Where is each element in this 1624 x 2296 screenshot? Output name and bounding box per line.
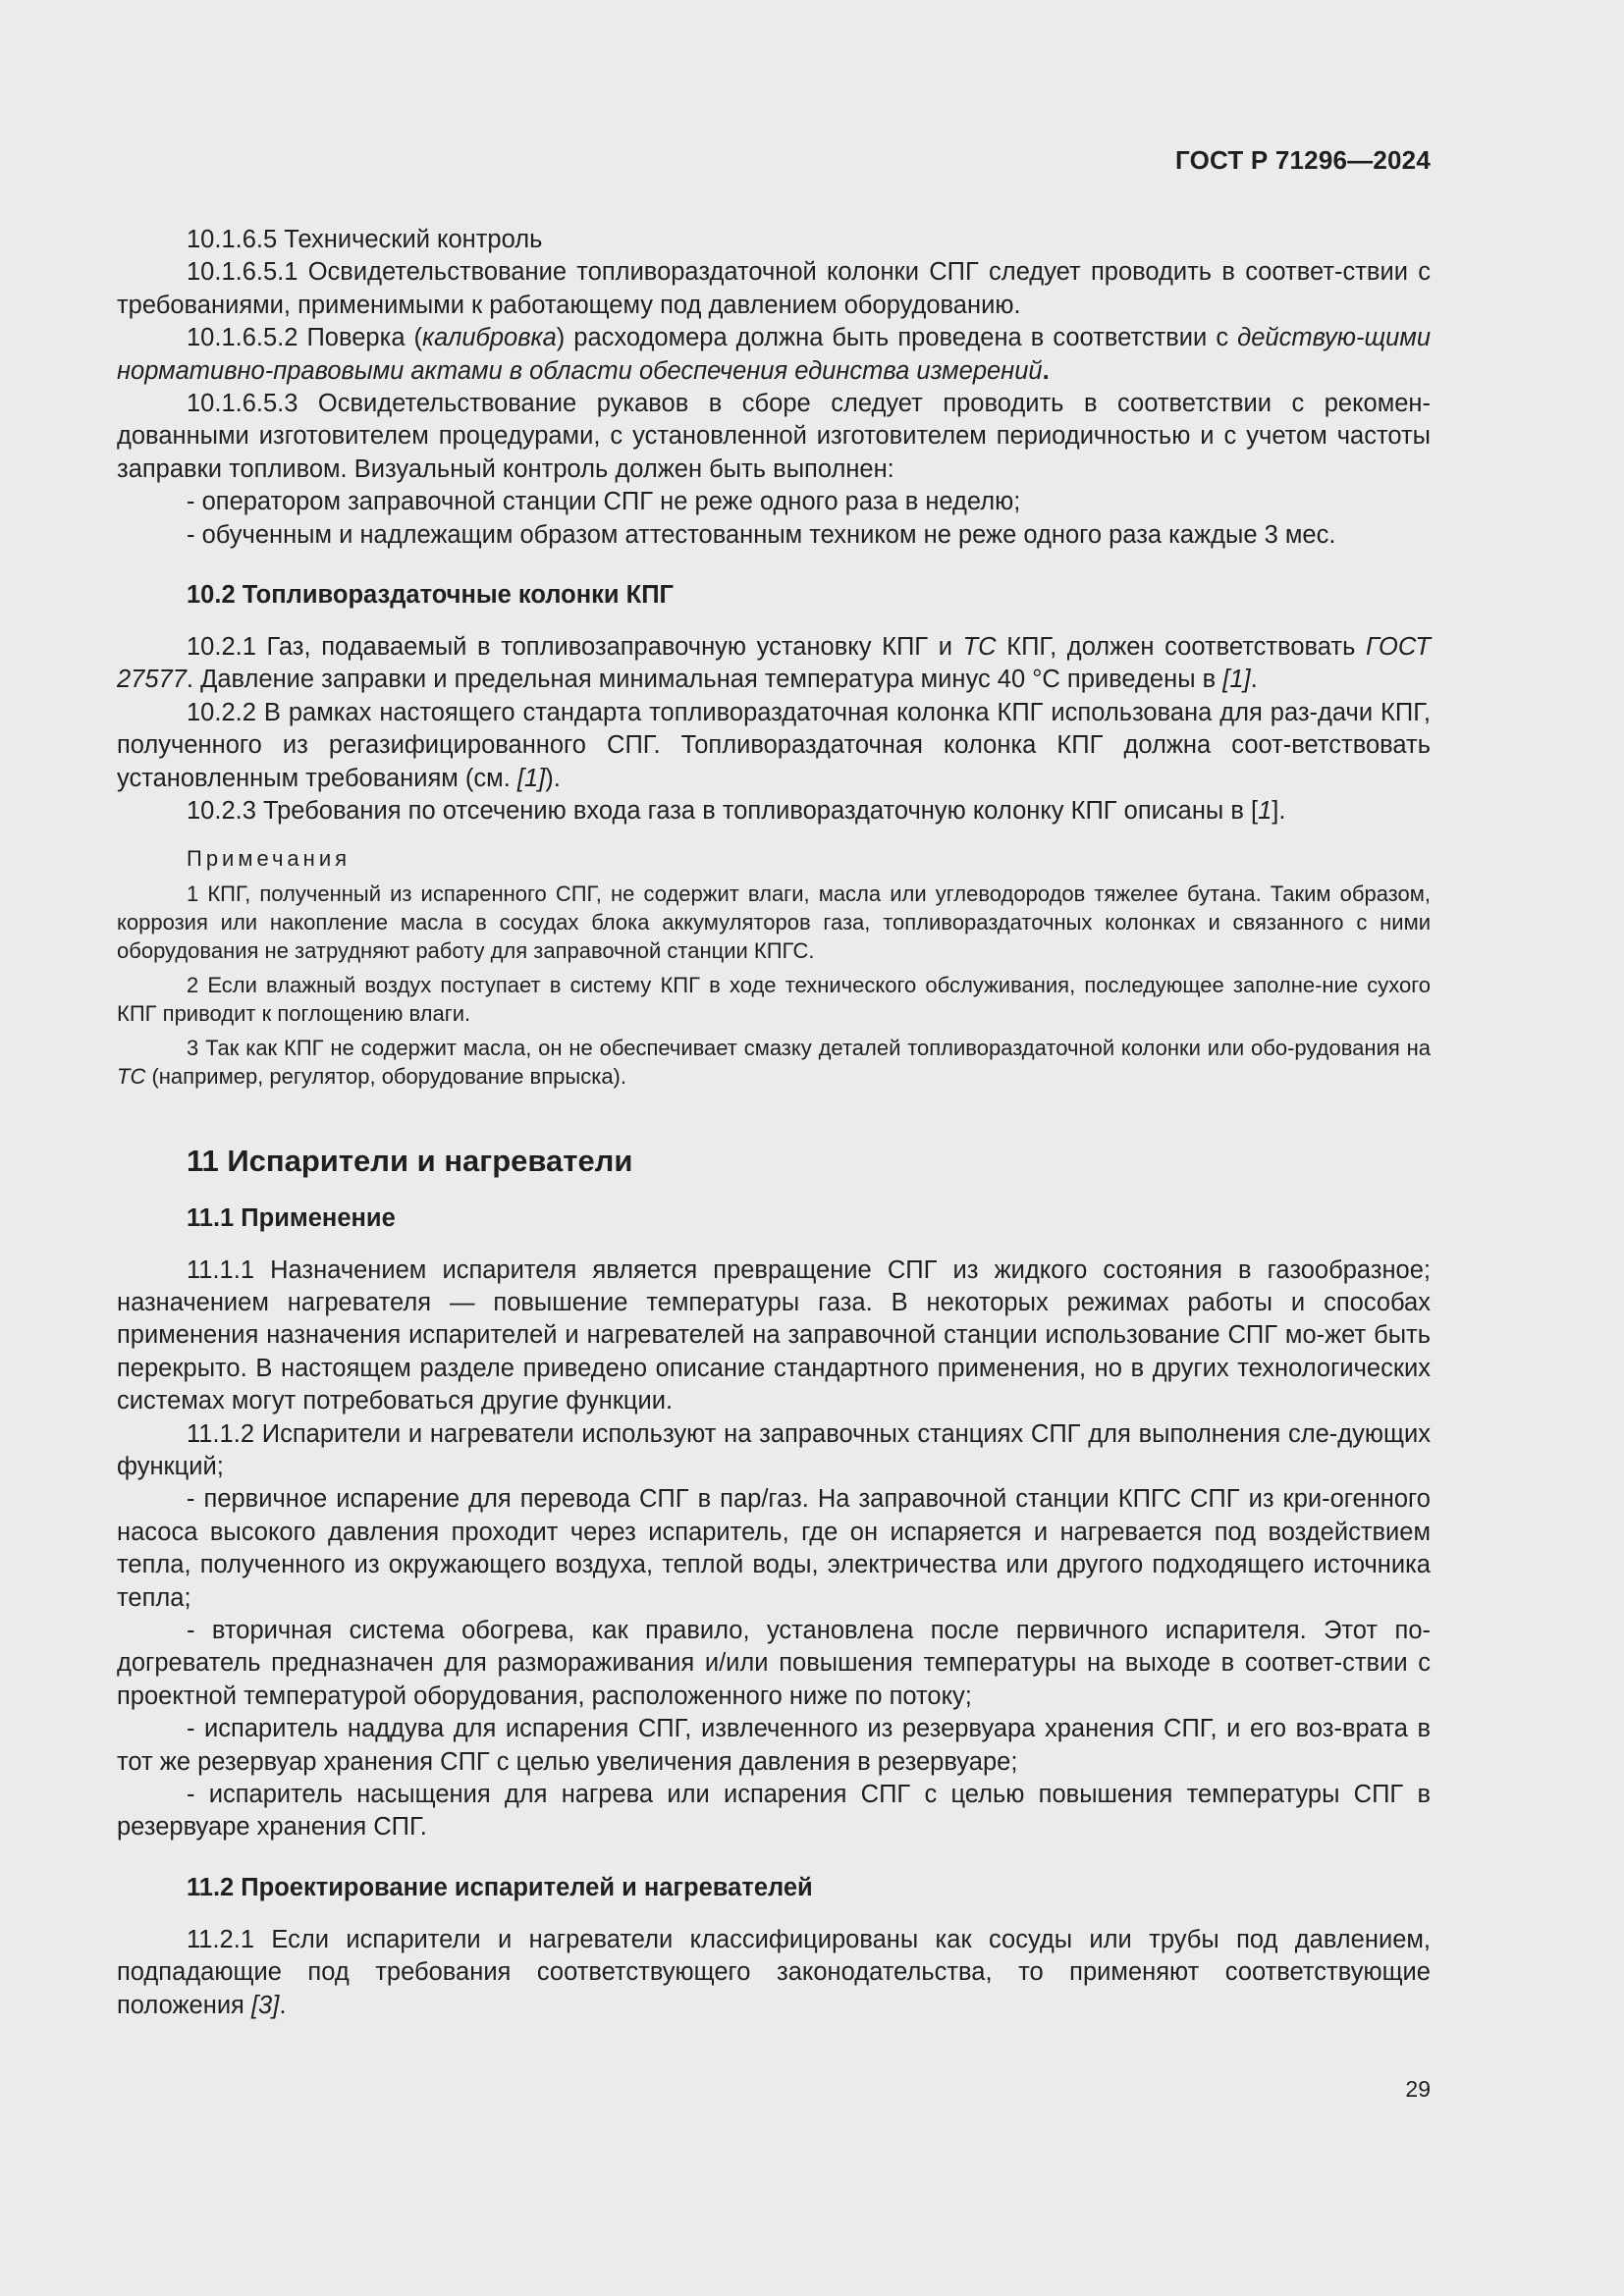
text-run: 11.2.1 Если испарители и нагреватели классифицированы как сосуды или трубы под давлением, подпадающие под требования соответствующего законодательства, то применяют соответствующие положения	[117, 1925, 1431, 2019]
list-item: - оператором заправочной станции СПГ не реже одного раза в неделю;	[187, 488, 1021, 516]
document-code-header: ГОСТ Р 71296—2024	[1175, 145, 1431, 175]
text-run: ) расходомера должна быть проведена в соответствии с	[556, 324, 1238, 352]
paragraph-10-2-1	[117, 631, 1431, 697]
italic-reference: ГОСТ 27577	[117, 633, 1432, 694]
paragraph-10-2-2	[117, 697, 1431, 795]
paragraph-10-1-6-5-2	[117, 322, 1431, 388]
notes-block	[117, 844, 1431, 1091]
subsection-heading-11-2: 11.2 Проектирование испарителей и нагревателей	[187, 1873, 813, 1901]
paragraph-10-2-3	[117, 795, 1431, 828]
list-item: - испаритель наддува для испарения СПГ, извлеченного из резервуара хранения СПГ, и его воз-врата в тот же резервуар хранения СПГ с целью увеличения давления в резервуаре;	[117, 1715, 1431, 1776]
note-3	[117, 1034, 1431, 1091]
text-run: (например, регулятор, оборудование впрыска).	[145, 1063, 626, 1089]
document-page	[117, 0, 1431, 2296]
list-item: - обученным и надлежащим образом аттестованным техником не реже одного раза каждые 3 мес.	[187, 520, 1336, 549]
text-run: КПГ, должен соответствовать	[996, 633, 1366, 662]
text-run: ].	[1272, 797, 1286, 826]
list-item: - вторичная система обогрева, как правило, установлена после первичного испарителя. Этот по-догреватель предназначен для размораживания и/или повышения температуры на выходе в соответ-ствии с проектной температурой оборудования, расположенного ниже по потоку;	[117, 1616, 1431, 1710]
italic-reference: 1	[1258, 797, 1272, 826]
paragraph-11-1-2: 11.1.2 Испарители и нагреватели используют на заправочных станциях СПГ для выполнения сле-дующих функций;	[117, 1419, 1431, 1480]
italic-term: ТС	[962, 633, 997, 662]
list-item: - испаритель насыщения для нагрева или испарения СПГ с целью повышения температуры СПГ в резервуаре хранения СПГ.	[117, 1781, 1431, 1842]
text-run: ).	[545, 764, 561, 792]
paragraph-10-1-6-5-1: 10.1.6.5.1 Освидетельствование топливораздаточной колонки СПГ следует проводить в соответ-ствии с требованиями, применимыми к работающему под давлением оборудованию.	[117, 258, 1431, 319]
text-run: . Давление заправки и предельная минимальная температура минус 40 °С приведены в	[186, 666, 1223, 694]
text-run: 10.1.6.5.2 Поверка (	[187, 324, 423, 352]
italic-reference: [1]	[516, 764, 546, 792]
subsection-title-10-1-6-5: 10.1.6.5 Технический контроль	[187, 226, 543, 253]
text-run: 3 Так как КПГ не содержит масла, он не обеспечивает смазку деталей топливораздаточной колонки или обо-рудования на	[187, 1035, 1431, 1060]
text-run: .	[1042, 356, 1050, 385]
section-heading-11: 11 Испарители и нагреватели	[187, 1143, 633, 1178]
page-number: 29	[1405, 2076, 1431, 2102]
paragraph-11-1-1: 11.1.1 Назначением испарителя является превращение СПГ из жидкого состояния в газообразное; назначением нагревателя — повышение температуры газа. В некоторых режимах работы и способах применения назначения испарителей и нагревателей на заправочной станции использование СПГ мо-жет быть перекрыто. В настоящем разделе приведено описание стандартного применения, но в других технологических системах могут потребоваться другие функции.	[117, 1255, 1431, 1415]
subsection-heading-11-1: 11.1 Применение	[187, 1203, 396, 1232]
note-2: 2 Если влажный воздух поступает в систему КПГ в ходе технического обслуживания, последующее заполне-ние сухого КПГ приводит к поглощению влаги.	[117, 972, 1431, 1026]
italic-reference: [3]	[250, 1991, 280, 2019]
paragraph-10-1-6-5-3: 10.1.6.5.3 Освидетельствование рукавов в сборе следует проводить в соответствии с рекомен-дованными изготовителем процедурами, с установленной изготовителем периодичностью и с учетом частоты заправки топливом. Визуальный контроль должен быть выполнен:	[117, 390, 1431, 483]
notes-heading: Примечания	[187, 845, 352, 871]
section-heading-10-2: 10.2 Топливораздаточные колонки КПГ	[187, 581, 674, 610]
text-run: .	[1250, 666, 1258, 694]
note-1: 1 КПГ, полученный из испаренного СПГ, не содержит влаги, масла или углеводородов тяжелее бутана. Таким образом, коррозия или накопление масла в сосудах блока аккумуляторов газа, топливораздаточных колонках и связанного с ними оборудования не затрудняют работу для заправочной станции КПГС.	[117, 881, 1431, 963]
page-content	[117, 224, 1431, 2022]
italic-term: калибровка	[422, 324, 557, 352]
text-run: 10.2.3 Требования по отсечению входа газа в топливораздаточную колонку КПГ описаны в [	[187, 797, 1259, 826]
text-run: 10.2.2 В рамках настоящего стандарта топливораздаточная колонка КПГ использована для раз-дачи КПГ, полученного из регазифицированного СПГ. Топливораздаточная колонка КПГ должна соот-ветствовать установленным требованиям (см.	[117, 698, 1431, 792]
paragraph-11-2-1	[117, 1924, 1431, 2022]
italic-reference: [1]	[1222, 666, 1251, 694]
italic-term: ТС	[117, 1063, 146, 1089]
text-run: 10.2.1 Газ, подаваемый в топливозаправочную установку КПГ и	[187, 633, 963, 662]
list-item: - первичное испарение для перевода СПГ в пар/газ. На заправочной станции КПГС СПГ из кри-огенного насоса высокого давления проходит через испаритель, где он испаряется и нагревается под воздействием тепла, полученного из окружающего воздуха, теплой воды, электричества или другого подходящего источника тепла;	[117, 1485, 1431, 1612]
italic-reference: действую-щими нормативно-правовыми актами в области обеспечения единства измерений	[117, 324, 1432, 385]
text-run: .	[279, 1991, 287, 2019]
